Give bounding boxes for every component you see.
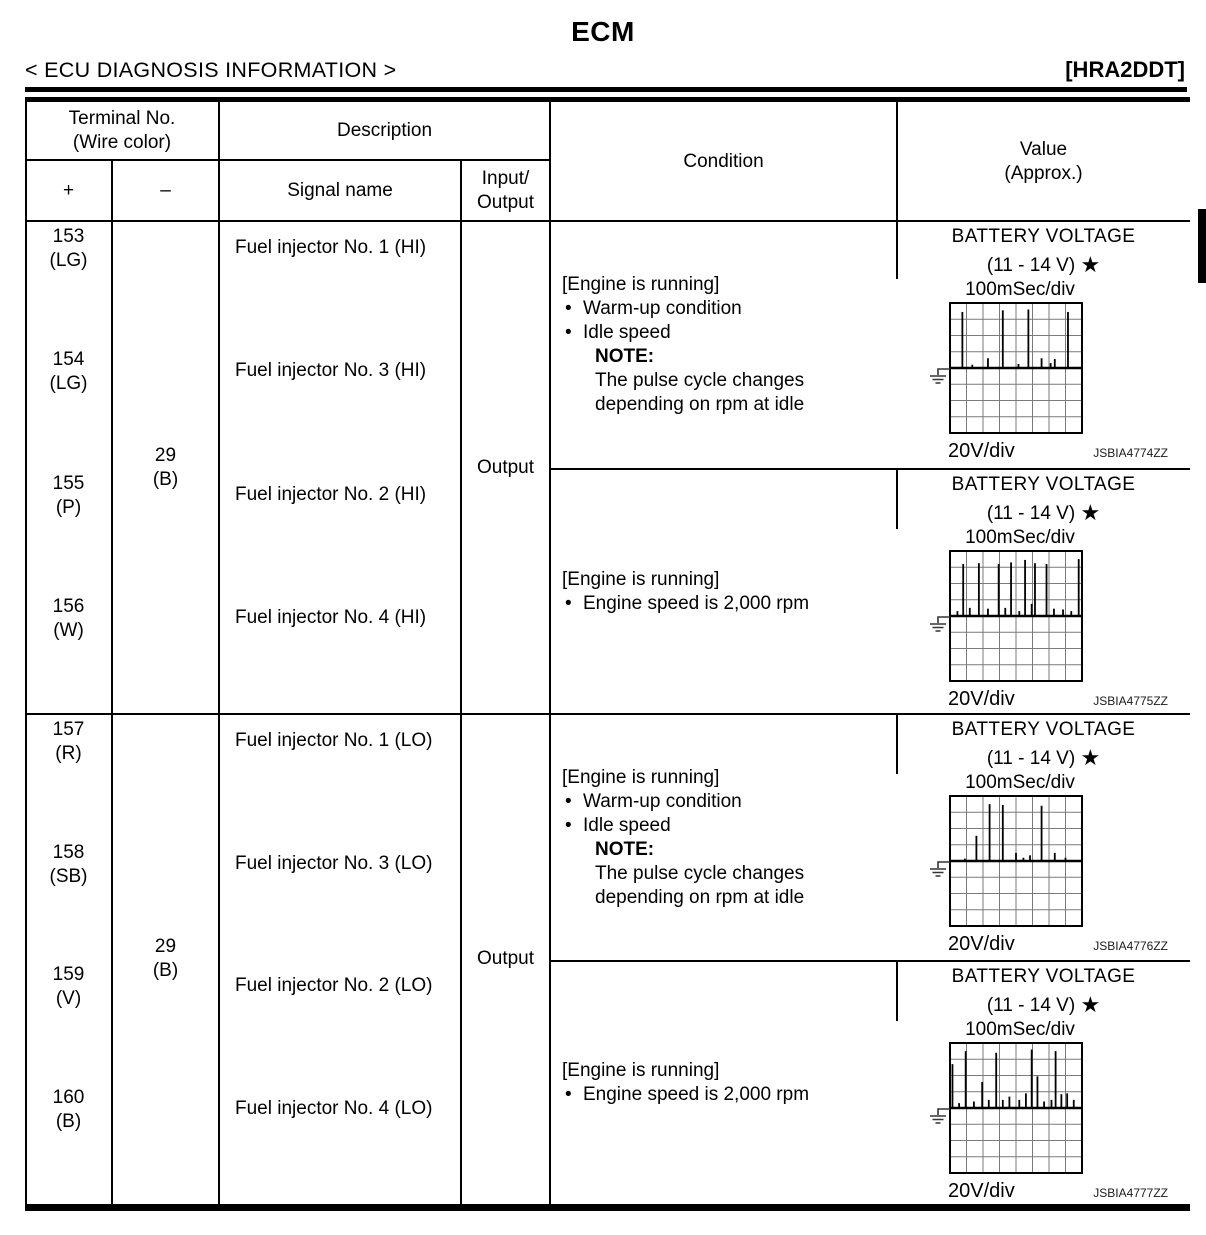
waveform-grid (926, 794, 1086, 935)
time-per-div-label: 100mSec/div (965, 527, 1075, 548)
volts-per-div-label: 20V/div (948, 1180, 1015, 1202)
time-per-div-label: 100mSec/div (965, 279, 1075, 300)
value-range: (11 - 14 V) ★ (986, 500, 1101, 525)
condition-bullet: • Engine speed is 2,000 rpm (562, 1083, 897, 1107)
signal-name: Fuel injector No. 1 (HI) (235, 237, 427, 258)
volts-per-div-label: 20V/div (948, 440, 1015, 462)
figure-id: JSBIA4776ZZ (1093, 939, 1168, 953)
figure-id: JSBIA4775ZZ (1093, 694, 1168, 708)
model-code: [HRA2DDT] (1065, 57, 1185, 82)
bullet-icon: • (565, 814, 572, 836)
value-title: BATTERY VOLTAGE (951, 966, 1136, 987)
bullet-icon: • (565, 1083, 572, 1105)
terminal-minus-cell: 29 (B) (152, 444, 179, 490)
terminal-cell: 157 (R) (52, 719, 85, 764)
bullet-icon: • (565, 322, 572, 343)
star-icon: ★ (1080, 745, 1101, 770)
table-line (25, 220, 1190, 222)
volts-per-div-label: 20V/div (948, 688, 1015, 710)
figure-id: JSBIA4777ZZ (1093, 1186, 1168, 1200)
value-range: (11 - 14 V) ★ (986, 252, 1101, 277)
condition-heading: [Engine is running] (562, 568, 720, 590)
header-terminal-line2: (Wire color) (72, 132, 172, 153)
page-header-row (25, 57, 1185, 83)
signal-name: Fuel injector No. 4 (LO) (235, 1097, 433, 1119)
oscilloscope-figure (926, 772, 1086, 935)
terminal-cell: 153 (LG) (49, 226, 88, 271)
header-description: Description (336, 120, 433, 141)
condition-heading: [Engine is running] (562, 274, 720, 295)
figure-id: JSBIA4774ZZ (1093, 446, 1168, 460)
signal-name: Fuel injector No. 3 (LO) (235, 852, 433, 874)
condition-heading: [Engine is running] (562, 1059, 720, 1081)
volts-per-div-label: 20V/div (948, 933, 1015, 955)
table-line (896, 714, 898, 774)
bullet-icon: • (565, 592, 572, 614)
time-per-div-label: 100mSec/div (965, 1019, 1075, 1040)
table-line (550, 468, 1190, 470)
header-value-line2: (Approx.) (1004, 162, 1083, 184)
header-minus: – (160, 179, 171, 201)
input-output-cell: Output (476, 456, 535, 478)
condition-cell (550, 714, 897, 961)
table-line (460, 160, 462, 1204)
value-range: (11 - 14 V) ★ (986, 745, 1101, 770)
table-line (550, 960, 1190, 962)
terminal-cell: 159 (V) (52, 964, 85, 1009)
waveform-grid (926, 549, 1086, 690)
header-rule (25, 87, 1187, 92)
terminal-cell: 160 (B) (52, 1086, 85, 1132)
bullet-icon: • (565, 790, 572, 812)
table-line (25, 102, 27, 1204)
table-line (896, 221, 898, 279)
header-terminal-no (25, 102, 219, 160)
page-edge-tab (1198, 209, 1206, 283)
terminal-cell: 158 (SB) (49, 841, 88, 887)
terminal-cell: 154 (LG) (49, 349, 88, 395)
value-cell (897, 469, 1190, 714)
signal-name: Fuel injector No. 3 (HI) (235, 360, 427, 382)
signal-name: Fuel injector No. 2 (LO) (235, 975, 433, 996)
value-title: BATTERY VOLTAGE (951, 474, 1136, 495)
terminal-cell: 155 (P) (52, 472, 85, 518)
header-condition: Condition (683, 150, 764, 172)
time-per-div-label: 100mSec/div (965, 772, 1075, 793)
signal-name: Fuel injector No. 2 (HI) (235, 483, 427, 505)
oscilloscope-figure (926, 279, 1086, 442)
condition-bullet: • Warm-up condition (562, 297, 897, 321)
waveform-grid (926, 301, 1086, 442)
terminal-table (25, 97, 1190, 1211)
table-line (896, 469, 898, 529)
value-cell (897, 714, 1190, 961)
signal-name-column (219, 714, 461, 1204)
star-icon: ★ (1080, 992, 1101, 1017)
table-line (111, 160, 113, 1204)
table-header (25, 102, 1190, 221)
condition-cell (550, 469, 897, 714)
bullet-icon: • (565, 298, 572, 319)
table-block-lo (25, 714, 1190, 1204)
oscilloscope-figure (926, 527, 1086, 690)
header-terminal-line1: Terminal No. (68, 108, 176, 129)
value-range: (11 - 14 V) ★ (986, 992, 1101, 1017)
note-label: NOTE: (595, 346, 655, 367)
terminal-plus-column (25, 221, 112, 714)
star-icon: ★ (1080, 500, 1101, 525)
value-cell (897, 221, 1190, 469)
section-title: < ECU DIAGNOSIS INFORMATION > (25, 58, 397, 82)
header-input-output (461, 160, 550, 221)
signal-name: Fuel injector No. 4 (HI) (235, 606, 427, 628)
header-value (897, 102, 1190, 221)
terminal-minus-cell: 29 (B) (152, 936, 179, 981)
value-cell (897, 961, 1190, 1204)
header-io-line2: Output (476, 191, 535, 213)
condition-bullet: • Warm-up condition (562, 790, 897, 814)
header-io-line1: Input/ (481, 167, 530, 189)
condition-heading: [Engine is running] (562, 766, 720, 788)
terminal-cell: 156 (W) (52, 595, 85, 641)
condition-cell (550, 221, 897, 469)
condition-cell (550, 961, 897, 1204)
table-line (896, 102, 898, 221)
table-line (896, 961, 898, 1021)
note-text: The pulse cycle changes depending on rpm at idle (595, 370, 805, 415)
input-output-cell: Output (476, 948, 535, 969)
table-line (218, 102, 220, 1204)
note-text: The pulse cycle changes depending on rpm at idle (595, 862, 805, 908)
table-line (25, 159, 550, 161)
oscilloscope-figure (926, 1019, 1086, 1182)
terminal-plus-column (25, 714, 112, 1204)
value-title: BATTERY VOLTAGE (951, 226, 1136, 247)
condition-bullet: • Engine speed is 2,000 rpm (562, 592, 897, 616)
signal-name: Fuel injector No. 1 (LO) (235, 730, 433, 751)
header-signal-name: Signal name (287, 179, 393, 201)
header-plus: + (62, 179, 75, 201)
table-line (25, 713, 1190, 715)
waveform-grid (926, 1041, 1086, 1182)
condition-bullet: • Idle speed (562, 321, 897, 345)
star-icon: ★ (1080, 252, 1101, 277)
condition-bullet: • Idle speed (562, 814, 897, 838)
note-label: NOTE: (595, 838, 655, 860)
value-title: BATTERY VOLTAGE (951, 719, 1136, 740)
table-line (549, 102, 551, 1204)
page-title: ECM (571, 16, 635, 47)
header-value-line1: Value (1019, 138, 1068, 160)
signal-name-column (219, 221, 461, 714)
